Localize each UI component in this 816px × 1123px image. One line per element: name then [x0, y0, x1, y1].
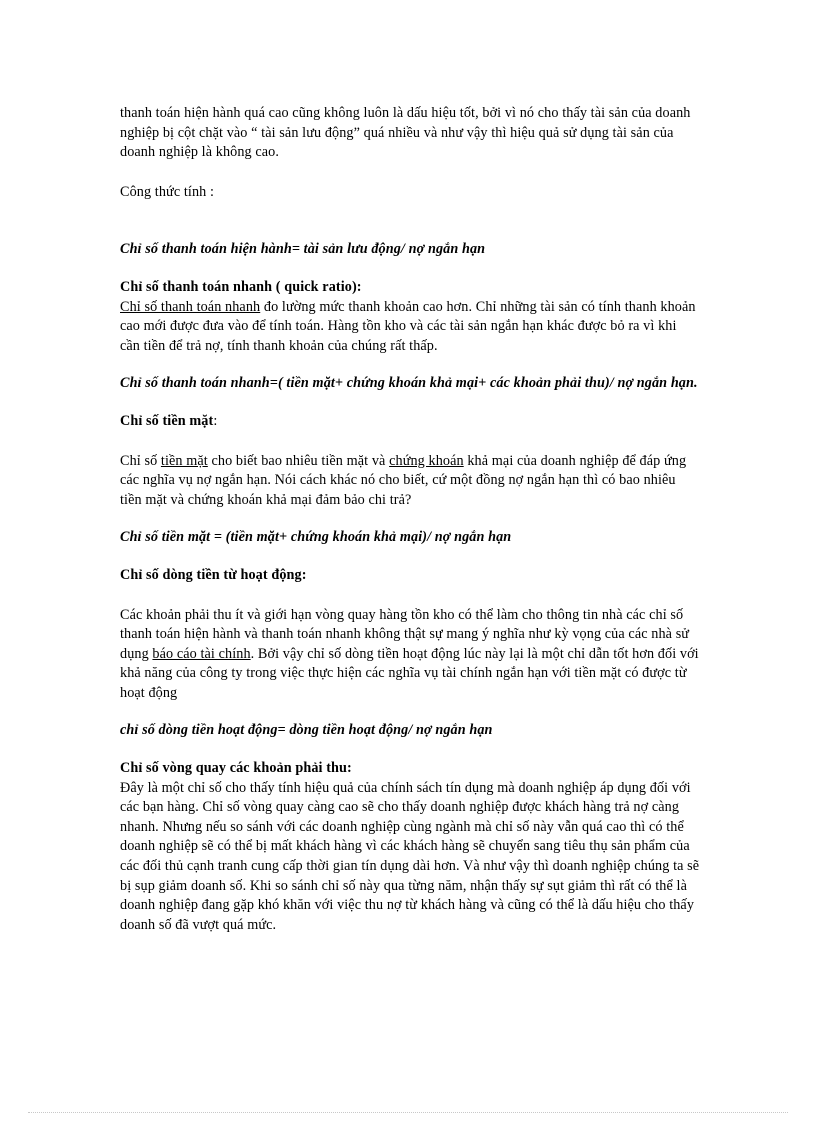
paragraph-cash-ratio: [120, 452, 700, 511]
heading-operating-cashflow: Chỉ số dòng tiền từ hoạt động:: [120, 566, 307, 583]
cash-text-2: cho biết bao nhiêu tiền mặt và: [207, 452, 390, 469]
link-financial-statements[interactable]: báo cáo tài chính: [152, 645, 251, 662]
heading-cash-ratio-colon: :: [213, 412, 218, 429]
document-body: [120, 104, 700, 935]
formula-cash-ratio: Chỉ số tiền mặt = (tiền mặt+ chứng khoán khả mại)/ nợ ngắn hạn: [120, 529, 512, 546]
page-bottom-divider: [28, 1112, 788, 1113]
heading-cash-ratio-text: Chỉ số tiền mặt: [120, 412, 214, 429]
quick-ratio-text: đo lường mức thanh khoản cao hơn. Chỉ những tài sản có tính thanh khoản cao mới được đưa vào để tính toán. Hàng tồn kho và các tài sản ngắn hạn khác được bỏ ra vì khi cần tiền để trả nợ, tính thanh khoản của chúng rất thấp.: [120, 298, 696, 354]
cash-text-3: khả mại của doanh nghiệp để đáp ứng các nghĩa vụ nợ ngắn hạn. Nói cách khác nó cho biết, cứ một đồng nợ ngắn hạn thì có bao nhiêu tiền mặt và chứng khoán khả mại đảm bảo chi trả?: [120, 452, 687, 508]
cashflow-text-1: Các khoản phải thu ít và giới hạn vòng quay hàng tồn kho có thể làm cho thông tin nhà các chỉ số thanh toán hiện hành và thanh toán nhanh không thật sự mang ý nghĩa như kỳ vọng của các nhà sử dụng: [120, 606, 690, 662]
paragraph-operating-cashflow: [120, 606, 700, 704]
link-quick-ratio[interactable]: Chỉ số thanh toán nhanh: [120, 298, 261, 315]
heading-cash-ratio: [120, 412, 700, 432]
paragraph-intro: thanh toán hiện hành quá cao cũng không luôn là dấu hiệu tốt, bởi vì nó cho thấy tài sản của doanh nghiệp bị cột chặt vào “ tài sản lưu động” quá nhiều và như vậy thì hiệu quả sử dụng tài sản của doanh nghiệp là không cao.: [120, 105, 691, 161]
formula-quick-ratio: Chỉ số thanh toán nhanh=( tiền mặt+ chứng khoán khả mại+ các khoản phải thu)/ nợ ngắn hạn.: [120, 375, 698, 392]
cash-text-1: Chỉ số: [120, 452, 161, 469]
link-securities[interactable]: chứng khoán: [389, 452, 464, 469]
heading-receivables-turnover: Chỉ số vòng quay các khoản phải thu:: [120, 760, 352, 777]
link-cash[interactable]: tiền mặt: [160, 452, 208, 469]
paragraph-quick-ratio: [120, 298, 700, 357]
heading-quick-ratio: Chỉ số thanh toán nhanh ( quick ratio):: [120, 278, 362, 295]
formula-intro-label: Công thức tính :: [120, 183, 215, 200]
formula-current-ratio: Chỉ số thanh toán hiện hành= tài sản lưu động/ nợ ngắn hạn: [120, 241, 486, 258]
cashflow-text-2: . Bởi vậy chỉ số dòng tiền hoạt động lúc này lại là một chỉ dẫn tốt hơn đối với khả năng của công ty trong việc thực hiện các nghĩa vụ tài chính ngắn hạn với tiền mặt có được từ hoạt động: [120, 645, 699, 701]
paragraph-receivables-turnover: Đây là một chỉ số cho thấy tính hiệu quả của chính sách tín dụng mà doanh nghiệp áp dụng đối với các bạn hàng. Chỉ số vòng quay càng cao sẽ cho thấy doanh nghiệp được khách hàng trả nợ càng nhanh. Nhưng nếu so sánh với các doanh nghiệp cùng ngành mà chỉ số này vẫn quá cao thì có thể doanh nghiệp sẽ có thể bị mất khách hàng vì các khách hàng sẽ chuyển sang tiêu thụ sản phẩm của các đối thủ cạnh tranh cung cấp thời gian tín dụng dài hơn. Và như vậy thì doanh nghiệp chúng ta sẽ bị sụp giảm doanh số. Khi so sánh chỉ số này qua từng năm, nhận thấy sự sụt giảm thì rất có thể là doanh nghiệp đang gặp khó khăn với việc thu nợ từ khách hàng và cũng có thể là dấu hiệu cho thấy doanh số đã vượt quá mức.: [120, 779, 700, 933]
formula-operating-cashflow: chỉ số dòng tiền hoạt động= dòng tiền hoạt động/ nợ ngắn hạn: [120, 722, 493, 739]
